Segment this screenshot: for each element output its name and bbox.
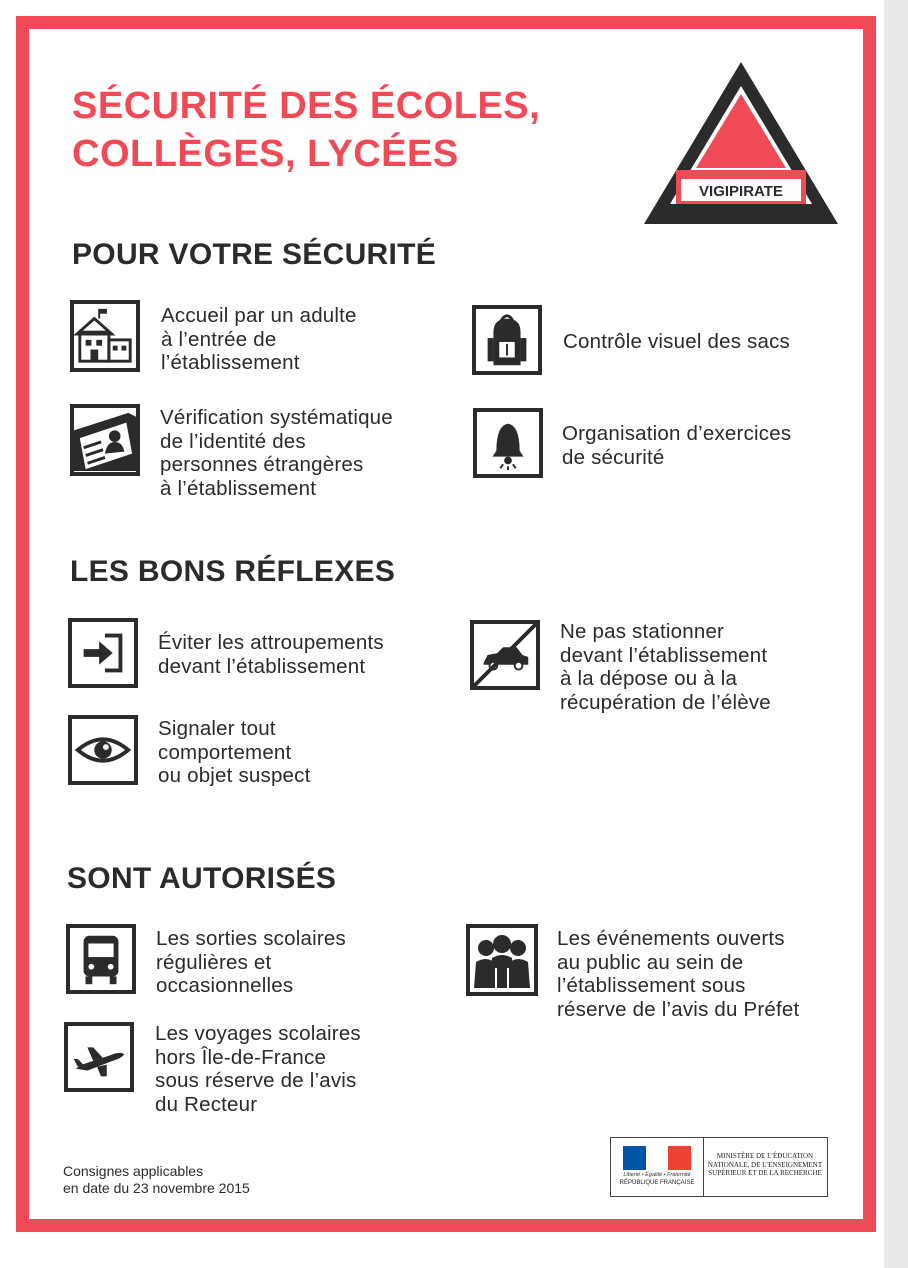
flag-stripe-blue	[623, 1146, 646, 1170]
ministry-name-line: SUPÉRIEUR ET DE LA RECHERCHE	[708, 1169, 822, 1177]
text-line: occasionnelles	[156, 974, 294, 997]
republic-motto: Liberté • Égalité • Fraternité	[623, 1172, 691, 1178]
republic-name: RÉPUBLIQUE FRANÇAISE	[619, 1180, 695, 1186]
text-line: récupération de l’élève	[560, 690, 771, 714]
text-line: de l’identité des	[160, 429, 306, 453]
item-text	[158, 717, 311, 788]
text-line: à l’entrée de	[161, 327, 277, 351]
text-line: Les voyages scolaires	[155, 1022, 361, 1045]
backpack-icon	[472, 305, 542, 375]
text-line: Les sorties scolaires	[156, 927, 346, 950]
text-line: ou objet suspect	[158, 764, 311, 787]
footer-note	[63, 1163, 250, 1196]
text-line: Organisation d’exercices	[562, 422, 792, 445]
bell-icon	[473, 408, 543, 478]
item-text	[161, 304, 357, 375]
eye-icon	[68, 715, 138, 785]
footer-line-1: Consignes applicables	[63, 1163, 204, 1179]
text-line: à la dépose ou à la	[560, 667, 738, 690]
ministry-name-line: NATIONALE, DE L’ENSEIGNEMENT	[707, 1160, 823, 1169]
no-parking-car-icon	[470, 620, 540, 690]
item-text	[160, 406, 393, 500]
text-line: hors Île-de-France	[155, 1045, 327, 1069]
vigipirate-logo	[640, 58, 842, 228]
french-flag-icon	[623, 1146, 691, 1170]
school-building-icon	[70, 300, 140, 372]
text-line: comportement	[158, 740, 292, 764]
title-line-1: SÉCURITÉ DES ÉCOLES,	[72, 85, 541, 127]
text-line: régulières et	[156, 950, 272, 974]
text-line: Éviter les attroupements	[158, 631, 384, 654]
poster-title	[72, 82, 540, 178]
item-text	[156, 927, 346, 998]
crowd-icon	[466, 924, 538, 996]
title-line-2: COLLÈGES, LYCÉES	[72, 133, 459, 175]
bus-icon	[66, 924, 136, 994]
ministry-name	[707, 1152, 823, 1178]
text-line: Les événements ouverts	[557, 927, 785, 950]
item-text	[562, 422, 791, 469]
text-line: du Recteur	[155, 1092, 258, 1116]
text-line: de sécurité	[562, 445, 665, 469]
footer-line-2: en date du 23 novembre 2015	[63, 1179, 250, 1196]
text-line: à l’établissement	[160, 476, 317, 500]
item-text	[155, 1022, 361, 1116]
item-text	[560, 620, 771, 714]
text-line: réserve de l’avis du Préfet	[557, 997, 800, 1021]
item-text	[557, 927, 799, 1021]
flag-stripe-red	[668, 1146, 691, 1170]
item-text	[158, 631, 384, 678]
section-heading-security: POUR VOTRE SÉCURITÉ	[72, 238, 437, 271]
text-line: Contrôle visuel des sacs	[563, 330, 790, 353]
id-card-icon	[70, 404, 140, 476]
text-line: Accueil par un adulte	[161, 304, 357, 327]
text-line: personnes étrangères	[160, 453, 364, 476]
ministry-name-line: MINISTÈRE DE L’ÉDUCATION	[716, 1152, 814, 1160]
text-line: devant l’établissement	[560, 643, 768, 667]
text-line: Vérification systématique	[160, 406, 393, 429]
text-line: sous réserve de l’avis	[155, 1069, 357, 1092]
section-heading-reflexes: LES BONS RÉFLEXES	[70, 555, 396, 588]
ministry-logo-block	[610, 1137, 828, 1197]
flag-stripe-white	[646, 1146, 669, 1170]
text-line: au public au sein de	[557, 950, 744, 974]
text-line: l’établissement sous	[557, 974, 746, 997]
exit-arrow-icon	[68, 618, 138, 688]
marianne-logo	[611, 1138, 704, 1196]
text-line: l’établissement	[161, 351, 300, 374]
scan-edge	[884, 0, 908, 1268]
text-line: Ne pas stationner	[560, 620, 725, 643]
airplane-icon	[64, 1022, 134, 1092]
logo-label: VIGIPIRATE	[699, 183, 783, 200]
item-text	[563, 330, 790, 354]
text-line: Signaler tout	[158, 717, 276, 740]
section-heading-authorized: SONT AUTORISÉS	[67, 862, 337, 895]
text-line: devant l’établissement	[158, 654, 366, 678]
